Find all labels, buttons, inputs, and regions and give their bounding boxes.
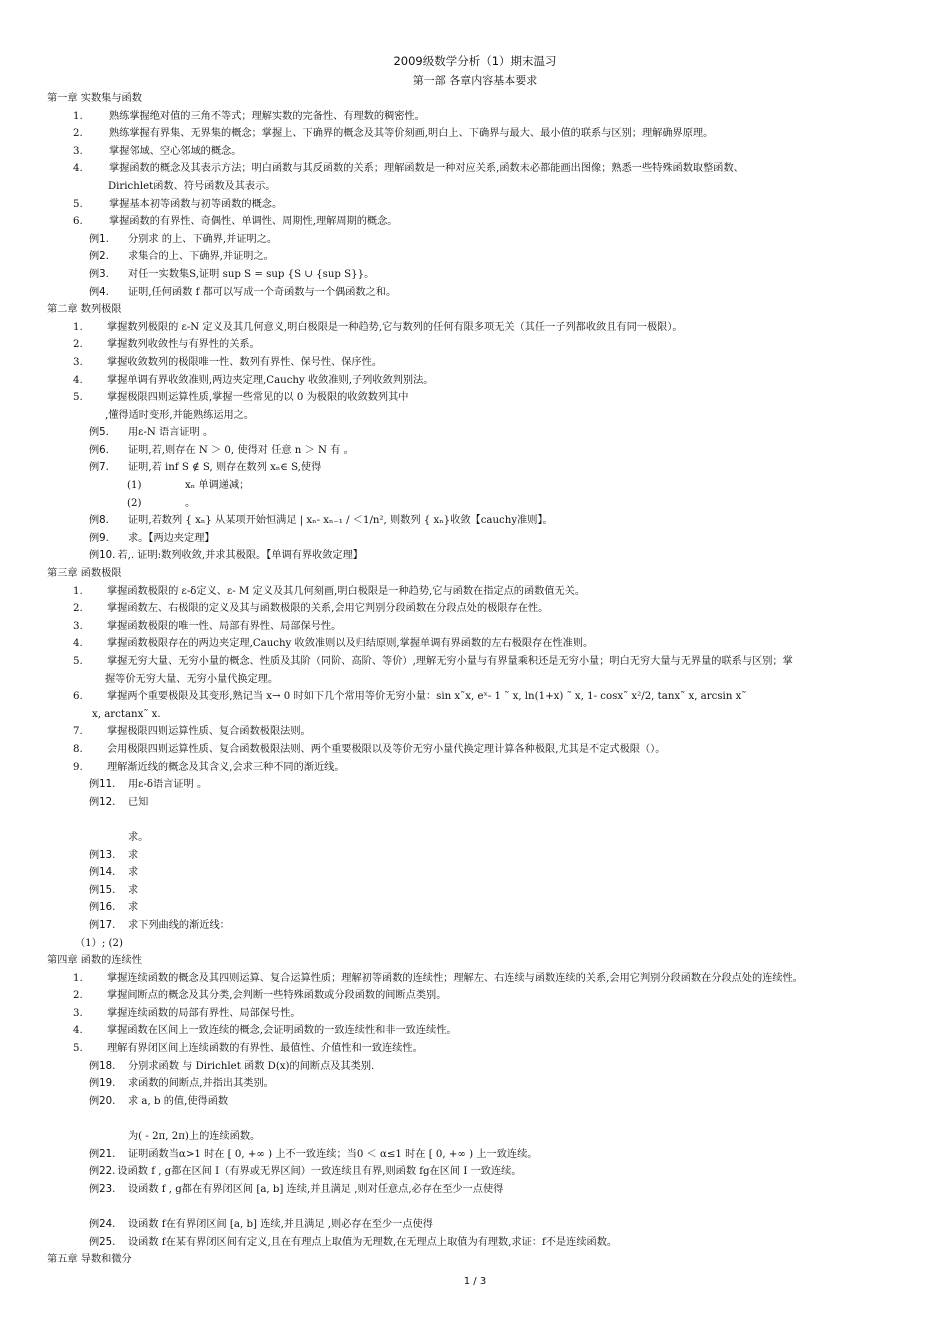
chapter-4-title: 第四章 函数的连续性 — [47, 955, 142, 967]
requirement-item: 9. 理解渐近线的概念及其含义,会求三种不同的渐近线。 — [73, 761, 345, 773]
example-item: 例4. 证明,任何函数 f 都可以写成一个奇函数与一个偶函数之和。 — [89, 286, 397, 298]
example-item: 例17. 求下列曲线的渐近线： — [89, 919, 230, 931]
requirement-item: 3. 掌握连续函数的局部有界性、局部保号性。 — [73, 1007, 301, 1019]
example-item: 例7. 证明,若 inf S ∉ S, 则存在数列 xₙ∈ S,使得 — [89, 462, 322, 474]
example-item: 例20. 求 a, b 的值,使得函数 — [89, 1095, 229, 1107]
requirement-item: 1. 掌握函数极限的 ε-δ定义、ε- M 定义及其几何刻画,明白极限是一种趋势,它与函数在指定点的函数值无关。 — [73, 585, 586, 597]
chapter-3-title: 第三章 函数极限 — [47, 568, 122, 580]
requirement-item: 2. 掌握数列收敛性与有界性的关系。 — [73, 339, 260, 351]
formula-gap — [47, 1198, 909, 1216]
example-item: 例18. 分别求函数 与 Dirichlet 函数 D(x)的间断点及其类别. — [89, 1060, 375, 1072]
example-item: 例19. 求函数的间断点,并指出其类别。 — [89, 1078, 274, 1090]
requirement-item: 2. 熟练掌握有界集、无界集的概念；掌握上、下确界的概念及其等价刻画,明白上、下确界与最大、最小值的联系与区别；理解确界原理。 — [73, 128, 714, 140]
example-item: 例5. 用ε-N 语言证明 。 — [89, 427, 214, 439]
requirement-item: 3. 掌握函数极限的唯一性、局部有界性、局部保号性。 — [73, 620, 342, 632]
requirement-continuation: ,懂得适时变形,并能熟练运用之。 — [105, 409, 255, 421]
requirement-item: 6. 掌握函数的有界性、奇偶性、单调性、周期性,理解周期的概念。 — [73, 216, 398, 228]
example-item: 例23. 设函数 f , g都在有界闭区间 [a, b] 连续,并且满足 ,则对任意点,必存在至少一点使得 — [89, 1183, 504, 1195]
example-item: 例8. 证明,若数列 { xₙ} 从某项开始恒满足 | xₙ- xₙ₋₁ / ＜1/n², 则数列 { xₙ}收敛【cauchy准则】。 — [89, 515, 553, 527]
requirement-item: 1. 掌握数列极限的 ε-N 定义及其几何意义,明白极限是一种趋势,它与数列的任何有限多项无关（其任一子列都收敛且有同一极限）。 — [73, 321, 683, 333]
requirement-item: 6. 掌握两个重要极限及其变形,熟记当 x→ 0 时如下几个常用等价无穷小量：sin x˜x, eˣ- 1 ˜ x, ln(1+x) ˜ x, 1- cosx˜ x²/2, tanx˜ x, arcsin x˜ — [73, 691, 747, 703]
example-item: 例22. 设函数 f , g都在区间 I（有界或无界区间）一致连续且有界,则函数 fg在区间 I 一致连续。 — [89, 1166, 522, 1178]
example-continuation: 求。 — [128, 831, 149, 843]
requirement-item: 3. 掌握邻域、空心邻域的概念。 — [73, 145, 242, 157]
example-continuation: （1）; (2) — [75, 937, 123, 949]
example-item: 例24. 设函数 f在有界闭区间 [a, b] 连续,并且满足 ,则必存在至少一点使得 — [89, 1219, 433, 1230]
requirement-continuation: Dirichlet函数、符号函数及其表示。 — [108, 180, 276, 192]
example-subitem: (1) xₙ 单调递减； — [127, 480, 250, 492]
requirement-item: 1. 掌握连续函数的概念及其四则运算、复合运算性质；理解初等函数的连续性；理解左、右连续与函数连续的关系,会用它判别分段函数在分段点处的连续性。 — [73, 972, 803, 984]
example-item: 例1. 分别求 的上、下确界,并证明之。 — [89, 233, 278, 245]
example-item: 例10. 若,. 证明:数列收敛,并求其极限。【单调有界收敛定理】 — [89, 550, 363, 562]
requirement-item: 5. 掌握基本初等函数与初等函数的概念。 — [73, 198, 283, 210]
example-item: 例11. 用ε-δ语言证明 。 — [89, 779, 208, 791]
requirement-item: 2. 掌握间断点的概念及其分类,会判断一些特殊函数或分段函数的间断点类别。 — [73, 990, 447, 1002]
requirement-item: 5. 理解有界闭区间上连续函数的有界性、最值性、介值性和一致连续性。 — [73, 1043, 423, 1055]
requirement-item: 5. 掌握无穷大量、无穷小量的概念、性质及其阶（同阶、高阶、等价）,理解无穷小量与有界量乘积还是无穷小量；明白无穷大量与无界量的联系与区别；掌 — [73, 656, 793, 667]
requirement-item: 1. 熟练掌握绝对值的三角不等式；理解实数的完备性、有理数的稠密性。 — [73, 110, 425, 122]
document-subtitle: 第一部 各章内容基本要求 — [412, 74, 538, 87]
requirement-item: 5. 掌握极限四则运算性质,掌握一些常见的以 0 为极限的收敛数列其中 — [73, 392, 409, 404]
example-item: 例15. 求 — [89, 884, 139, 896]
example-item: 例9. 求。【两边夹定理】 — [89, 532, 215, 544]
requirement-item: 4. 掌握函数的概念及其表示方法；明白函数与其反函数的关系；理解函数是一种对应关系,函数未必都能画出图像；熟悉一些特殊函数取整函数、 — [73, 163, 744, 175]
example-subitem: (2) 。 — [127, 497, 196, 509]
requirement-item: 7. 掌握极限四则运算性质、复合函数极限法则。 — [73, 726, 311, 738]
formula-gap — [47, 1110, 909, 1128]
chapter-5-title: 第五章 导数和微分 — [47, 1254, 132, 1266]
example-item: 例3. 对任一实数集S,证明 sup S = sup {S ∪ {sup S}}。 — [89, 268, 375, 280]
requirement-item: 3. 掌握收敛数列的极限唯一性、数列有界性、保号性、保序性。 — [73, 356, 383, 368]
example-item: 例13. 求 — [89, 849, 139, 861]
requirement-item: 4. 掌握函数极限存在的两边夹定理,Cauchy 收敛准则以及归结原则,掌握单调有界函数的左右极限存在性准则。 — [73, 638, 594, 650]
example-item: 例25. 设函数 f在某有界闭区间有定义,且在有理点上取值为无理数,在无理点上取值为有理数,求证：f不是连续函数。 — [89, 1236, 618, 1248]
document-body — [47, 90, 909, 1269]
example-item: 例12. 已知 — [89, 796, 149, 808]
formula-gap — [47, 811, 909, 829]
example-continuation: 为( - 2π, 2π)上的连续函数。 — [128, 1131, 261, 1143]
example-item: 例21. 证明函数当α>1 时在 [ 0, +∞ ) 上不一致连续；当0 ＜ α≤1 时在 [ 0, +∞ ) 上一致连续。 — [89, 1148, 538, 1160]
example-item: 例6. 证明,若,则存在 N ＞ 0, 使得对 任意 n ＞ N 有 。 — [89, 444, 354, 456]
requirement-item: 4. 掌握单调有界收敛准则,两边夹定理,Cauchy 收敛准则,子列收敛判别法。 — [73, 374, 434, 386]
requirement-item: 2. 掌握函数左、右极限的定义及其与函数极限的关系,会用它判别分段函数在分段点处的极限存在性。 — [73, 603, 549, 615]
example-item: 例2. 求集合的上、下确界,并证明之。 — [89, 251, 274, 263]
requirement-item: 8. 会用极限四则运算性质、复合函数极限法则、两个重要极限以及等价无穷小量代换定理计算各种极限,尤其是不定式极限（）。 — [73, 743, 666, 755]
requirement-continuation: x, arctanx˜ x. — [92, 708, 161, 720]
requirement-item: 4. 掌握函数在区间上一致连续的概念,会证明函数的一致连续性和非一致连续性。 — [73, 1025, 457, 1037]
document-title: 2009级数学分析（1）期末温习 — [393, 54, 557, 68]
page-number: 1 / 3 — [463, 1276, 487, 1287]
example-item: 例16. 求 — [89, 902, 139, 914]
chapter-2-title: 第二章 数列极限 — [47, 304, 122, 316]
chapter-1-title: 第一章 实数集与函数 — [47, 93, 142, 104]
example-item: 例14. 求 — [89, 867, 139, 879]
requirement-continuation: 握等价无穷大量、无穷小量代换定理。 — [105, 673, 279, 685]
